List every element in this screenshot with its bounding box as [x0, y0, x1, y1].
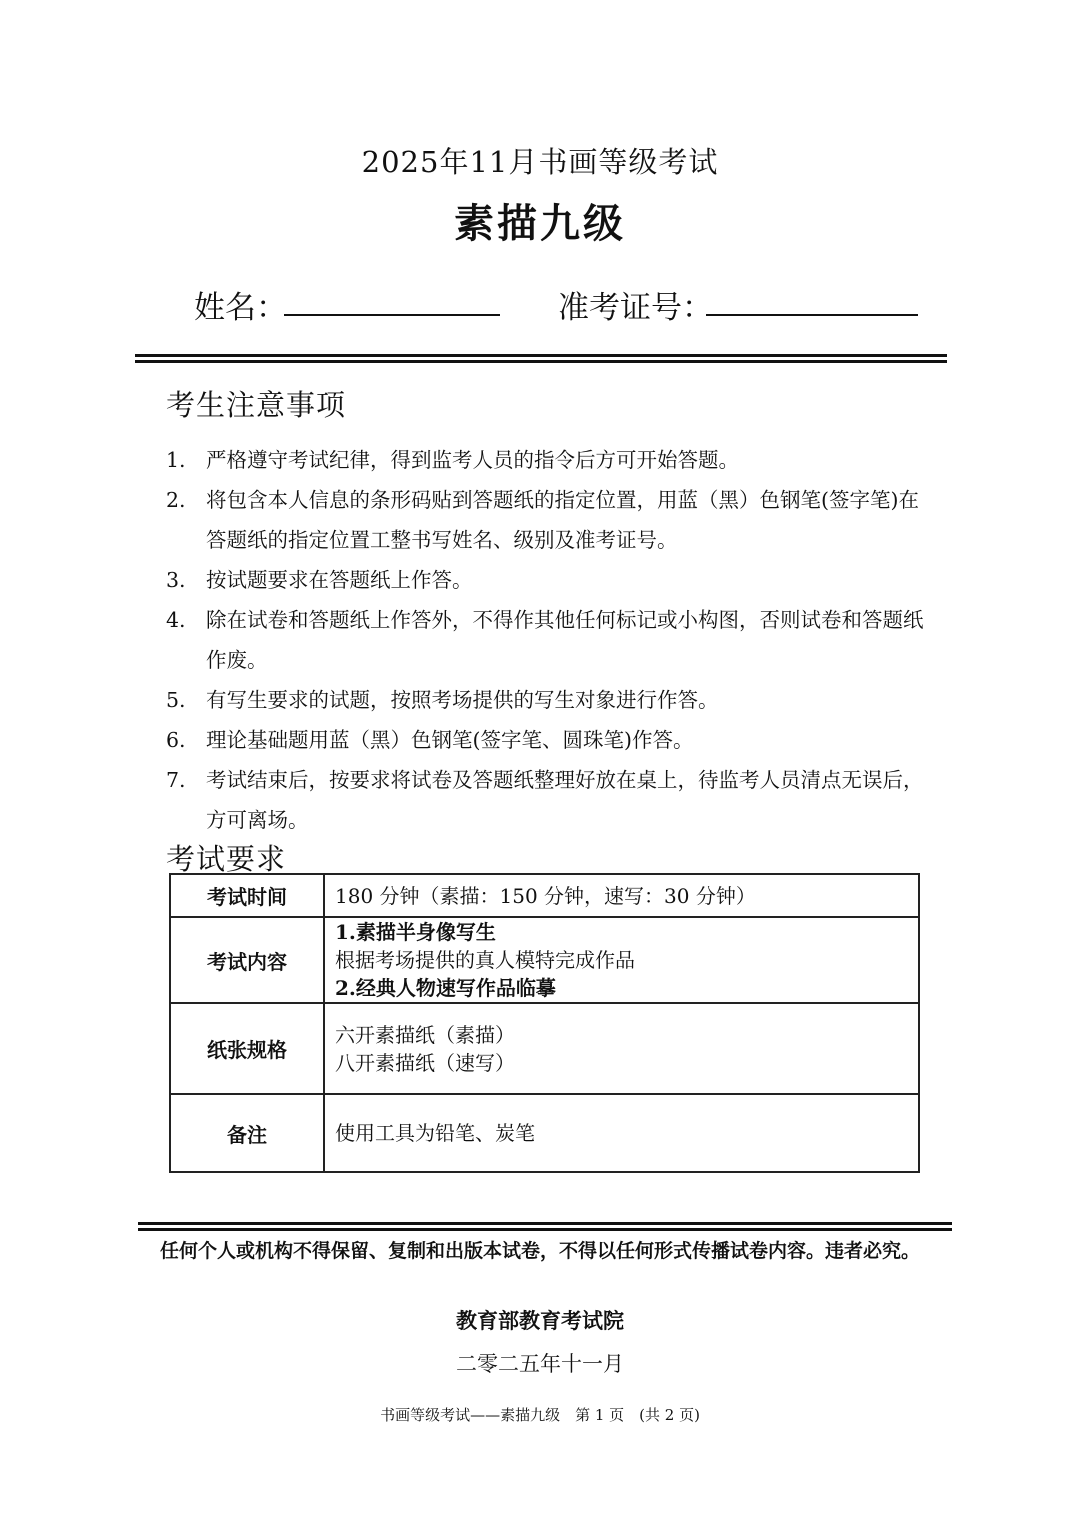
exam-title: 2025年11月书画等级考试 [361, 145, 719, 179]
copyright-warning: 任何个人或机构不得保留、复制和出版本试卷，不得以任何形式传播试卷内容。违者必究。 [159, 1240, 920, 1262]
table-row [170, 917, 919, 1003]
notice-text: 理论基础题用蓝（黑）色钢笔(签字笔、圆珠笔)作答。 [206, 728, 694, 752]
value-line: 六开素描纸（素描） [335, 1022, 515, 1047]
ticket-number-field-line [706, 314, 918, 316]
notice-item [166, 560, 926, 600]
bottom-double-rule [138, 1222, 952, 1231]
notice-text: 严格遵守考试纪律，得到监考人员的指令后方可开始答题。 [206, 448, 739, 472]
row-value-paper-spec [324, 1003, 919, 1094]
issuer: 教育部教育考试院 [456, 1308, 624, 1333]
subject-title: 素描九级 [454, 200, 626, 247]
value-line: 使用工具为铅笔、炭笔 [335, 1121, 535, 1145]
name-label: 姓名： [194, 290, 287, 326]
notice-text: 考试结束后，按要求将试卷及答题纸整理好放在桌上，待监考人员清点无误后，方可离场。 [206, 768, 924, 832]
row-label-exam-time: 考试时间 [170, 874, 324, 917]
notice-text: 按试题要求在答题纸上作答。 [206, 568, 473, 592]
row-value-exam-content [324, 917, 919, 1003]
notice-item [166, 600, 926, 680]
value-line: 八开素描纸（速写） [335, 1050, 515, 1075]
value-line: 180 分钟（素描：150 分钟，速写：30 分钟） [335, 883, 756, 908]
notice-text: 将包含本人信息的条形码贴到答题纸的指定位置，用蓝（黑）色钢笔(签字笔)在答题纸的指定位置工整书写姓名、级别及准考证号。 [206, 488, 919, 552]
row-value-exam-time [324, 874, 919, 917]
notice-item [166, 680, 926, 720]
page-footer: 书画等级考试——素描九级 第 1 页 (共 2 页) [380, 1406, 700, 1424]
top-double-rule [135, 354, 947, 363]
notice-number: 3. [166, 568, 186, 592]
value-line: 根据考场提供的真人模特完成作品 [335, 948, 635, 972]
value-line: 1.素描半身像写生 [335, 920, 496, 944]
row-label-remarks: 备注 [170, 1094, 324, 1172]
table-row [170, 874, 919, 917]
notice-number: 5. [166, 688, 186, 712]
notice-number: 7. [166, 768, 186, 792]
row-label-exam-content: 考试内容 [170, 917, 324, 1003]
notices-list [166, 440, 926, 840]
requirements-table [169, 873, 920, 1173]
notice-number: 4. [166, 608, 186, 632]
issue-date: 二零二五年十一月 [456, 1352, 624, 1376]
table-row [170, 1094, 919, 1172]
notice-number: 1. [166, 448, 186, 472]
notice-item [166, 480, 926, 560]
row-label-paper-spec: 纸张规格 [170, 1003, 324, 1094]
notices-heading: 考生注意事项 [166, 388, 347, 422]
name-field-line [284, 314, 500, 316]
notice-text: 除在试卷和答题纸上作答外，不得作其他任何标记或小构图，否则试卷和答题纸作废。 [206, 608, 924, 672]
notice-number: 2. [166, 488, 186, 512]
notice-number: 6. [166, 728, 186, 752]
notice-item [166, 720, 926, 760]
requirements-heading: 考试要求 [166, 842, 287, 876]
ticket-number-label: 准考证号： [558, 290, 713, 326]
table-row [170, 1003, 919, 1094]
row-value-remarks [324, 1094, 919, 1172]
notice-text: 有写生要求的试题，按照考场提供的写生对象进行作答。 [206, 688, 719, 712]
value-line: 2.经典人物速写作品临摹 [335, 976, 556, 1000]
notice-item [166, 760, 926, 840]
notice-item [166, 440, 926, 480]
